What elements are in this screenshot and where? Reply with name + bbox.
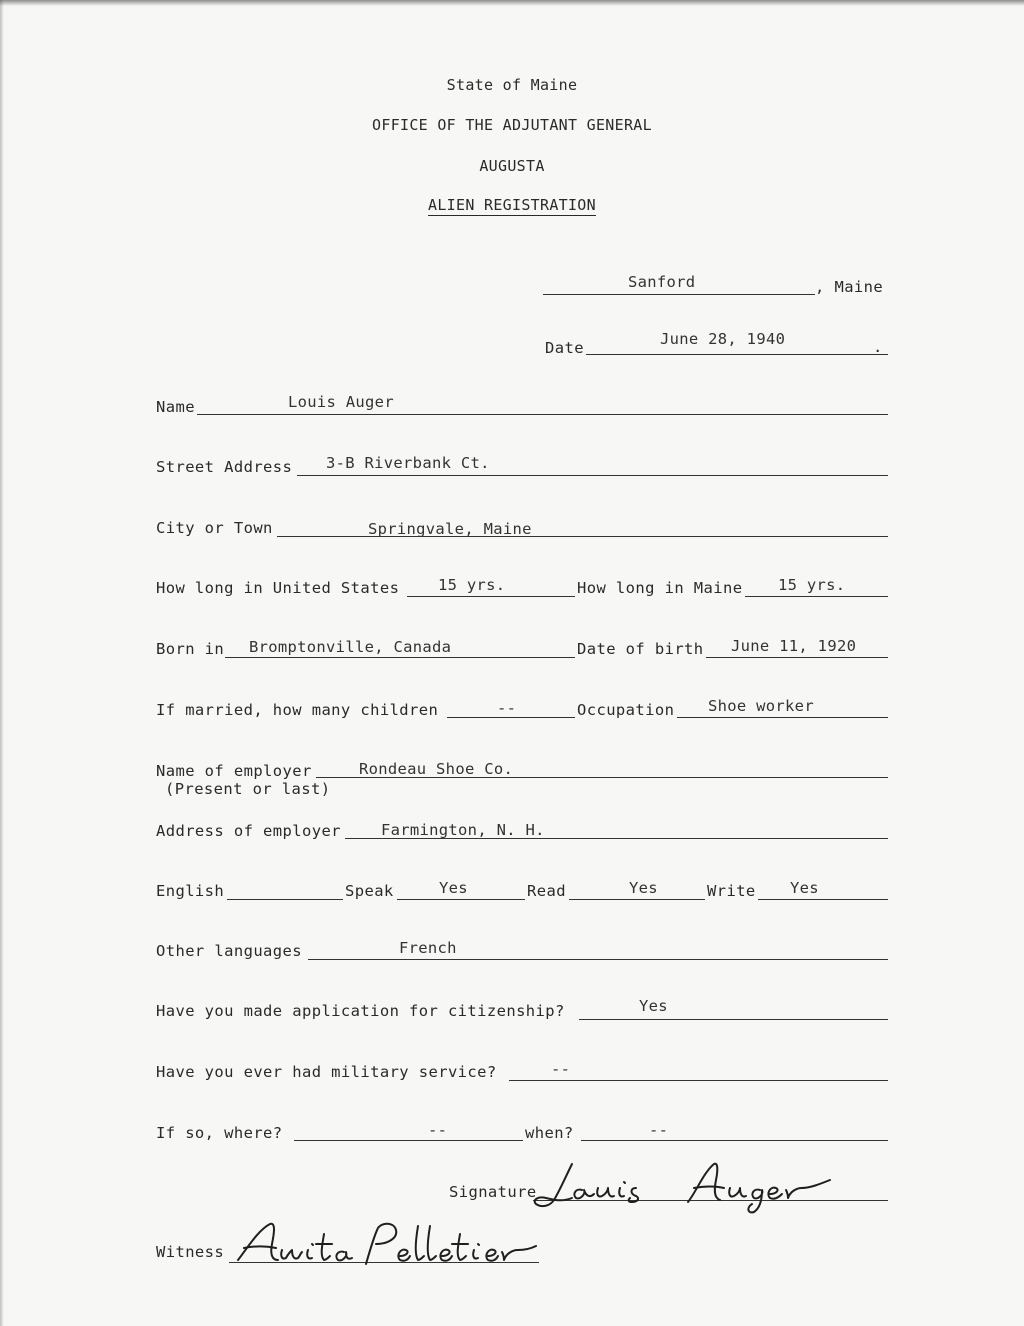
date-value: June 28, 1940 bbox=[660, 330, 786, 348]
write-value: Yes bbox=[790, 879, 819, 897]
when-label: when? bbox=[525, 1124, 574, 1142]
read-value: Yes bbox=[629, 879, 658, 897]
english-label: English bbox=[156, 882, 225, 900]
header-state: State of Maine bbox=[446, 76, 578, 94]
write-label: Write bbox=[707, 882, 756, 900]
birthplace-value: Bromptonville, Canada bbox=[249, 638, 452, 656]
citizenship-value: Yes bbox=[639, 997, 668, 1015]
date-end: . bbox=[873, 338, 883, 356]
where-value: -- bbox=[428, 1121, 448, 1139]
read-line bbox=[569, 899, 705, 900]
city-label: City or Town bbox=[156, 519, 273, 537]
maine-duration-label: How long in Maine bbox=[577, 579, 743, 597]
city-line bbox=[277, 536, 888, 537]
header-title-text: ALIEN REGISTRATION bbox=[428, 196, 596, 214]
employer-address-value: Farmington, N. H. bbox=[381, 821, 545, 839]
birthdate-line bbox=[706, 657, 888, 658]
maine-duration-value: 15 yrs. bbox=[778, 576, 846, 594]
employer-value: Rondeau Shoe Co. bbox=[359, 760, 514, 778]
date-label: Date bbox=[545, 339, 584, 357]
us-duration-label: How long in United States bbox=[156, 579, 400, 597]
street-value: 3-B Riverbank Ct. bbox=[326, 454, 490, 472]
us-duration-line bbox=[407, 596, 575, 597]
where-line bbox=[294, 1140, 523, 1141]
citizenship-line bbox=[579, 1019, 888, 1020]
header-title bbox=[0, 196, 1024, 214]
maine-duration-line bbox=[745, 596, 888, 597]
place-value: Sanford bbox=[628, 273, 696, 291]
military-line bbox=[509, 1080, 888, 1081]
birthplace-line bbox=[225, 657, 575, 658]
street-label: Street Address bbox=[156, 458, 293, 476]
witness-handwriting bbox=[232, 1214, 542, 1274]
name-value: Louis Auger bbox=[288, 393, 394, 411]
street-line bbox=[297, 475, 888, 476]
employer-line bbox=[316, 777, 888, 778]
date-line bbox=[586, 354, 888, 355]
header-office: OFFICE OF THE ADJUTANT GENERAL bbox=[372, 116, 652, 134]
place-line bbox=[543, 294, 815, 295]
citizenship-label: Have you made application for citizenship? bbox=[156, 1002, 565, 1020]
place-suffix: , Maine bbox=[815, 278, 884, 296]
when-value: -- bbox=[649, 1121, 669, 1139]
other-languages-line bbox=[308, 959, 888, 960]
employer-label: Name of employer bbox=[156, 762, 312, 780]
birthplace-label: Born in bbox=[156, 640, 225, 658]
occupation-value: Shoe worker bbox=[708, 697, 814, 715]
signature-label: Signature bbox=[449, 1183, 537, 1201]
speak-line bbox=[397, 899, 525, 900]
other-languages-value: French bbox=[399, 939, 457, 957]
city-value: Springvale, Maine bbox=[368, 520, 532, 538]
occupation-label: Occupation bbox=[577, 701, 675, 719]
signature-handwriting bbox=[520, 1152, 840, 1216]
employer-sublabel: (Present or last) bbox=[165, 780, 331, 798]
birthdate-value: June 11, 1920 bbox=[731, 637, 857, 655]
children-label: If married, how many children bbox=[156, 701, 439, 719]
write-line bbox=[758, 899, 888, 900]
where-label: If so, where? bbox=[156, 1124, 283, 1142]
employer-address-label: Address of employer bbox=[156, 822, 341, 840]
speak-label: Speak bbox=[345, 882, 394, 900]
scan-edge-top bbox=[0, 0, 1024, 6]
speak-value: Yes bbox=[439, 879, 468, 897]
name-label: Name bbox=[156, 398, 195, 416]
read-label: Read bbox=[527, 882, 566, 900]
english-line bbox=[227, 899, 343, 900]
occupation-line bbox=[677, 717, 888, 718]
when-line bbox=[581, 1140, 888, 1141]
children-value: -- bbox=[497, 699, 517, 717]
birthdate-label: Date of birth bbox=[577, 640, 704, 658]
us-duration-value: 15 yrs. bbox=[438, 576, 506, 594]
witness-label: Witness bbox=[156, 1243, 225, 1261]
other-languages-label: Other languages bbox=[156, 942, 302, 960]
header-city: AUGUSTA bbox=[479, 157, 545, 175]
name-line bbox=[197, 414, 888, 415]
military-value: -- bbox=[551, 1060, 571, 1078]
employer-address-line bbox=[345, 838, 888, 839]
children-line bbox=[447, 717, 575, 718]
military-label: Have you ever had military service? bbox=[156, 1063, 497, 1081]
